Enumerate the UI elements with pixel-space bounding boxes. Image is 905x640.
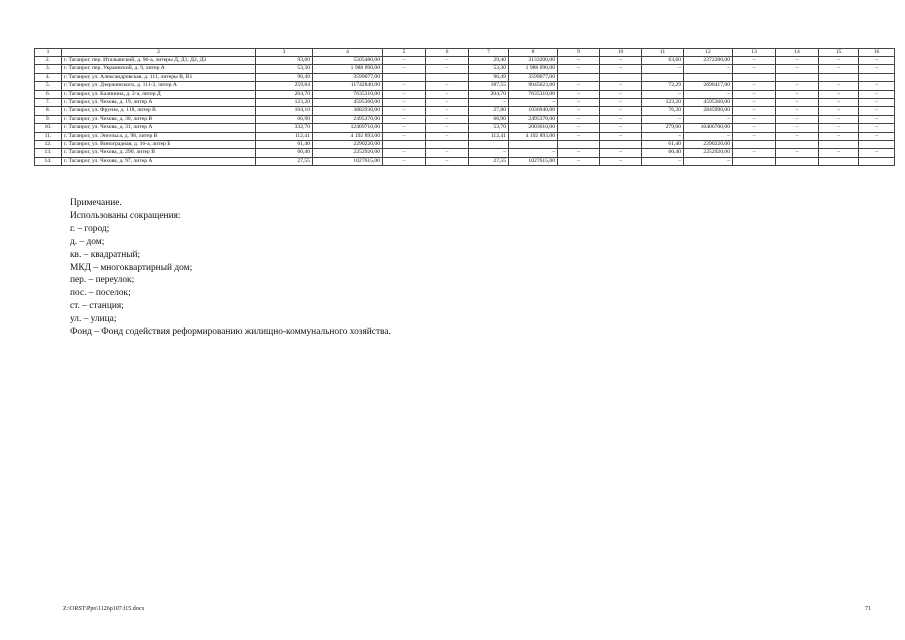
value-cell: – bbox=[383, 124, 426, 132]
value-cell: – bbox=[733, 82, 776, 90]
abbreviation-item: д. – дом; bbox=[70, 236, 105, 247]
value-cell: – bbox=[558, 149, 600, 157]
table-row bbox=[35, 157, 895, 165]
value-cell: 12409710,00 bbox=[313, 124, 383, 132]
value-cell: – bbox=[383, 149, 426, 157]
value-cell: – bbox=[426, 65, 469, 73]
row-number-cell: 10. bbox=[35, 124, 62, 132]
value-cell bbox=[426, 73, 469, 81]
value-cell bbox=[733, 73, 776, 81]
table-row bbox=[35, 65, 895, 73]
value-cell: – bbox=[558, 65, 600, 73]
value-cell: – bbox=[558, 107, 600, 115]
abbreviation-item: пос. – поселок; bbox=[70, 288, 131, 299]
address-cell: г. Таганрог, ул. Александровская, д. 111, литеры В, В1 bbox=[62, 73, 256, 81]
value-cell: – bbox=[733, 115, 776, 123]
value-cell: – bbox=[383, 57, 426, 65]
value-cell: – bbox=[600, 132, 642, 140]
value-cell: – bbox=[859, 65, 895, 73]
column-number-header: 11 bbox=[642, 49, 684, 57]
value-cell: 104,10 bbox=[256, 107, 313, 115]
value-cell bbox=[819, 73, 859, 81]
table-row bbox=[35, 98, 895, 106]
value-cell: – bbox=[600, 157, 642, 165]
value-cell bbox=[509, 140, 558, 148]
value-cell: – bbox=[819, 149, 859, 157]
row-number-cell: 5. bbox=[35, 82, 62, 90]
value-cell bbox=[859, 157, 895, 165]
value-cell: – bbox=[859, 115, 895, 123]
value-cell: – bbox=[819, 132, 859, 140]
value-cell: 5505480,00 bbox=[313, 57, 383, 65]
value-cell: – bbox=[469, 98, 509, 106]
table-row bbox=[35, 140, 895, 148]
value-cell bbox=[776, 140, 819, 148]
value-cell: – bbox=[383, 157, 426, 165]
value-cell: – bbox=[859, 82, 895, 90]
value-cell: – bbox=[426, 157, 469, 165]
table-body bbox=[35, 57, 895, 166]
value-cell: 10406700,00 bbox=[684, 124, 733, 132]
value-cell: – bbox=[600, 115, 642, 123]
value-cell: – bbox=[642, 65, 684, 73]
table-row bbox=[35, 82, 895, 90]
value-cell: – bbox=[776, 98, 819, 106]
value-cell: – bbox=[684, 115, 733, 123]
value-cell: – bbox=[733, 124, 776, 132]
address-cell: г. Таганрог, ул. Фрунзе, д. 118, литер В bbox=[62, 107, 256, 115]
value-cell: – bbox=[383, 82, 426, 90]
row-number-cell: 2. bbox=[35, 57, 62, 65]
column-number-header: 16 bbox=[859, 49, 895, 57]
table-row bbox=[35, 132, 895, 140]
value-cell: 1 988 090,00 bbox=[313, 65, 383, 73]
value-cell: – bbox=[600, 82, 642, 90]
value-cell: 3882930,00 bbox=[313, 107, 383, 115]
value-cell: 7635310,00 bbox=[313, 90, 383, 98]
row-number-cell: 7. bbox=[35, 98, 62, 106]
value-cell: 2252920,00 bbox=[684, 149, 733, 157]
value-cell bbox=[776, 157, 819, 165]
row-number-cell: 12. bbox=[35, 140, 62, 148]
value-cell: – bbox=[776, 124, 819, 132]
value-cell: – bbox=[776, 149, 819, 157]
value-cell: – bbox=[600, 65, 642, 73]
value-cell: 1027615,00 bbox=[509, 157, 558, 165]
value-cell: – bbox=[776, 115, 819, 123]
value-cell: – bbox=[859, 149, 895, 157]
value-cell: – bbox=[776, 65, 819, 73]
value-cell: 2290220,00 bbox=[684, 140, 733, 148]
footer-file-path: Z:\ORST\Ppo\1126p107.f15.docx bbox=[63, 606, 145, 612]
value-cell: – bbox=[426, 107, 469, 115]
value-cell: 2290220,00 bbox=[313, 140, 383, 148]
table-row bbox=[35, 149, 895, 157]
address-cell: г. Таганрог, пер. Украинский, д. 9, литер А bbox=[62, 65, 256, 73]
value-cell: – bbox=[859, 90, 895, 98]
table-row bbox=[35, 107, 895, 115]
column-number-header: 10 bbox=[600, 49, 642, 57]
value-cell: 72,29 bbox=[642, 82, 684, 90]
address-cell: г. Таганрог, ул. Чехова, д. 19, литер А bbox=[62, 98, 256, 106]
value-cell: – bbox=[733, 107, 776, 115]
value-cell: 53,70 bbox=[469, 124, 509, 132]
abbreviation-item: МКД – многоквартирный дом; bbox=[70, 262, 193, 273]
value-cell: 123,20 bbox=[256, 98, 313, 106]
value-cell: – bbox=[776, 82, 819, 90]
value-cell: – bbox=[684, 157, 733, 165]
column-number-header: 6 bbox=[426, 49, 469, 57]
value-cell: – bbox=[426, 115, 469, 123]
value-cell: 2495370,00 bbox=[509, 115, 558, 123]
value-cell: 53,30 bbox=[256, 65, 313, 73]
notes-intro: Использованы сокращения: bbox=[70, 210, 181, 221]
value-cell: 3599077,00 bbox=[313, 73, 383, 81]
value-cell: 29,40 bbox=[469, 57, 509, 65]
address-cell: г. Таганрог, пер. Итальянский, д. 96-а, литеры Д, Д1, Д2, Д3 bbox=[62, 57, 256, 65]
value-cell: – bbox=[819, 90, 859, 98]
value-cell: 2372280,00 bbox=[684, 57, 733, 65]
value-cell: 2252920,00 bbox=[313, 149, 383, 157]
abbreviation-item: кв. – квадратный; bbox=[70, 249, 141, 260]
value-cell: – bbox=[383, 65, 426, 73]
column-number-header: 12 bbox=[684, 49, 733, 57]
value-cell bbox=[642, 73, 684, 81]
value-cell: 27,55 bbox=[469, 157, 509, 165]
value-cell: 4 192 893,00 bbox=[509, 132, 558, 140]
address-cell: г. Таганрог, ул. Энгельса, д. 98, литер В bbox=[62, 132, 256, 140]
value-cell: – bbox=[819, 57, 859, 65]
page-number: 71 bbox=[865, 606, 871, 612]
table-row bbox=[35, 73, 895, 81]
address-cell: г. Таганрог, ул. Дзержинского, д. 111-3, литер А bbox=[62, 82, 256, 90]
column-number-header: 5 bbox=[383, 49, 426, 57]
value-cell: 187,55 bbox=[469, 82, 509, 90]
value-cell: – bbox=[776, 90, 819, 98]
value-cell: – bbox=[383, 107, 426, 115]
notes-section bbox=[70, 197, 391, 339]
value-cell bbox=[776, 73, 819, 81]
value-cell: 1036940,00 bbox=[509, 107, 558, 115]
abbreviation-item: ст. – станция; bbox=[70, 301, 124, 312]
value-cell: – bbox=[558, 124, 600, 132]
value-cell: – bbox=[383, 90, 426, 98]
value-cell: – bbox=[600, 107, 642, 115]
value-cell: – bbox=[558, 82, 600, 90]
address-cell: г. Таганрог, ул. Калинина, д. 2-а, литер Д bbox=[62, 90, 256, 98]
value-cell: 60,40 bbox=[642, 149, 684, 157]
value-cell: 60,40 bbox=[256, 149, 313, 157]
row-number-cell: 11. bbox=[35, 132, 62, 140]
row-number-cell: 14. bbox=[35, 157, 62, 165]
value-cell: – bbox=[558, 57, 600, 65]
value-cell: – bbox=[600, 98, 642, 106]
value-cell: – bbox=[642, 157, 684, 165]
value-cell: 1027615,00 bbox=[313, 157, 383, 165]
value-cell: 204,70 bbox=[469, 90, 509, 98]
value-cell: 2845990,00 bbox=[684, 107, 733, 115]
value-cell bbox=[819, 157, 859, 165]
value-cell bbox=[600, 73, 642, 81]
value-cell: – bbox=[819, 65, 859, 73]
value-cell: 2495370,00 bbox=[313, 115, 383, 123]
column-number-header: 2 bbox=[62, 49, 256, 57]
value-cell: – bbox=[558, 115, 600, 123]
value-cell bbox=[558, 140, 600, 148]
value-cell bbox=[383, 73, 426, 81]
value-cell bbox=[859, 73, 895, 81]
value-cell: – bbox=[733, 98, 776, 106]
value-cell: – bbox=[733, 132, 776, 140]
value-cell: 66,90 bbox=[469, 115, 509, 123]
value-cell: – bbox=[776, 107, 819, 115]
value-cell: – bbox=[819, 82, 859, 90]
value-cell: – bbox=[426, 149, 469, 157]
value-cell: – bbox=[600, 57, 642, 65]
value-cell: 204,70 bbox=[256, 90, 313, 98]
address-cell: г. Таганрог, ул. Чехова, д. 30, литер В bbox=[62, 115, 256, 123]
value-cell: 123,20 bbox=[642, 98, 684, 106]
value-cell: – bbox=[684, 65, 733, 73]
row-number-cell: 4. bbox=[35, 73, 62, 81]
value-cell: – bbox=[469, 149, 509, 157]
value-cell: – bbox=[642, 132, 684, 140]
address-cell: г. Таганрог, ул. Виноградная, д. 16-а, литер Б bbox=[62, 140, 256, 148]
value-cell: 27,55 bbox=[256, 157, 313, 165]
value-cell bbox=[684, 73, 733, 81]
table-row bbox=[35, 57, 895, 65]
value-cell: 11742840,00 bbox=[313, 82, 383, 90]
value-cell: 96,49 bbox=[256, 73, 313, 81]
value-cell: – bbox=[684, 132, 733, 140]
value-cell bbox=[859, 140, 895, 148]
column-number-header: 9 bbox=[558, 49, 600, 57]
value-cell: – bbox=[383, 115, 426, 123]
value-cell: – bbox=[426, 90, 469, 98]
row-number-cell: 8. bbox=[35, 107, 62, 115]
table-row bbox=[35, 124, 895, 132]
value-cell: 4 192 893,00 bbox=[313, 132, 383, 140]
column-number-header: 15 bbox=[819, 49, 859, 57]
notes-title: Примечание. bbox=[70, 198, 122, 208]
value-cell: – bbox=[776, 57, 819, 65]
column-number-header: 13 bbox=[733, 49, 776, 57]
column-number-header: 1 bbox=[35, 49, 62, 57]
abbreviation-item: Фонд – Фонд содействия реформированию жилищно-коммунального хозяйства. bbox=[70, 327, 391, 338]
value-cell: – bbox=[509, 149, 558, 157]
value-cell bbox=[819, 140, 859, 148]
address-cell: г. Таганрог, ул. Чехова, д. 31, литер А bbox=[62, 124, 256, 132]
column-number-header: 7 bbox=[469, 49, 509, 57]
value-cell: 61,40 bbox=[642, 140, 684, 148]
row-number-cell: 3. bbox=[35, 65, 62, 73]
value-cell: 53,30 bbox=[469, 65, 509, 73]
value-cell: – bbox=[684, 90, 733, 98]
value-cell: 332,70 bbox=[256, 124, 313, 132]
value-cell: – bbox=[509, 98, 558, 106]
value-cell: 4595360,00 bbox=[684, 98, 733, 106]
value-cell: – bbox=[600, 90, 642, 98]
value-cell: – bbox=[733, 65, 776, 73]
table-row bbox=[35, 90, 895, 98]
value-cell: – bbox=[426, 82, 469, 90]
value-cell: – bbox=[558, 98, 600, 106]
row-number-cell: 9. bbox=[35, 115, 62, 123]
value-cell: – bbox=[383, 98, 426, 106]
value-cell: 1 988 090,00 bbox=[509, 65, 558, 73]
column-number-header: 3 bbox=[256, 49, 313, 57]
value-cell bbox=[426, 140, 469, 148]
value-cell: 4595360,00 bbox=[313, 98, 383, 106]
value-cell bbox=[558, 73, 600, 81]
value-cell: 93,00 bbox=[256, 57, 313, 65]
abbreviation-item: ул. – улица; bbox=[70, 314, 117, 325]
value-cell: – bbox=[819, 98, 859, 106]
value-cell: 61,40 bbox=[256, 140, 313, 148]
address-cell: г. Таганрог, ул. Чехова, д. 290, литер В bbox=[62, 149, 256, 157]
value-cell bbox=[469, 140, 509, 148]
value-cell: – bbox=[859, 98, 895, 106]
value-cell bbox=[733, 157, 776, 165]
column-number-header: 14 bbox=[776, 49, 819, 57]
value-cell: – bbox=[558, 90, 600, 98]
value-cell bbox=[733, 140, 776, 148]
row-number-cell: 13. bbox=[35, 149, 62, 157]
value-cell: – bbox=[819, 107, 859, 115]
value-cell bbox=[600, 140, 642, 148]
value-cell: – bbox=[426, 132, 469, 140]
value-cell: – bbox=[733, 90, 776, 98]
address-cell: г. Таганрог, ул. Чехова, д. 97, литер А bbox=[62, 157, 256, 165]
value-cell: – bbox=[383, 132, 426, 140]
value-cell: 112,41 bbox=[469, 132, 509, 140]
table-header-row bbox=[35, 49, 895, 57]
value-cell: 3599077,00 bbox=[509, 73, 558, 81]
value-cell: – bbox=[642, 115, 684, 123]
value-cell: – bbox=[558, 157, 600, 165]
value-cell: 7635310,00 bbox=[509, 90, 558, 98]
value-cell: – bbox=[819, 124, 859, 132]
abbreviation-item: пер. – переулок; bbox=[70, 275, 135, 286]
value-cell: – bbox=[558, 132, 600, 140]
value-cell: – bbox=[426, 57, 469, 65]
value-cell: – bbox=[600, 149, 642, 157]
value-cell: – bbox=[859, 132, 895, 140]
value-cell: 63,60 bbox=[642, 57, 684, 65]
value-cell: – bbox=[859, 57, 895, 65]
value-cell: 96,49 bbox=[469, 73, 509, 81]
value-cell: 3133200,00 bbox=[509, 57, 558, 65]
value-cell: – bbox=[776, 132, 819, 140]
value-cell: 2003010,00 bbox=[509, 124, 558, 132]
value-cell: 112,41 bbox=[256, 132, 313, 140]
value-cell: 259,84 bbox=[256, 82, 313, 90]
value-cell: – bbox=[426, 124, 469, 132]
value-cell: 279,00 bbox=[642, 124, 684, 132]
value-cell: 66,90 bbox=[256, 115, 313, 123]
abbreviation-item: г. – город; bbox=[70, 223, 110, 234]
value-cell: 2696417,00 bbox=[684, 82, 733, 90]
column-number-header: 8 bbox=[509, 49, 558, 57]
table-row bbox=[35, 115, 895, 123]
column-number-header: 4 bbox=[313, 49, 383, 57]
value-cell: – bbox=[819, 115, 859, 123]
value-cell: – bbox=[733, 57, 776, 65]
data-table bbox=[34, 48, 895, 166]
value-cell: – bbox=[600, 124, 642, 132]
row-number-cell: 6. bbox=[35, 90, 62, 98]
value-cell: 9045623,00 bbox=[509, 82, 558, 90]
value-cell: – bbox=[426, 98, 469, 106]
value-cell bbox=[383, 140, 426, 148]
value-cell: – bbox=[642, 90, 684, 98]
value-cell: – bbox=[859, 124, 895, 132]
value-cell: 27,80 bbox=[469, 107, 509, 115]
value-cell: 76,30 bbox=[642, 107, 684, 115]
value-cell: – bbox=[733, 149, 776, 157]
value-cell: – bbox=[859, 107, 895, 115]
